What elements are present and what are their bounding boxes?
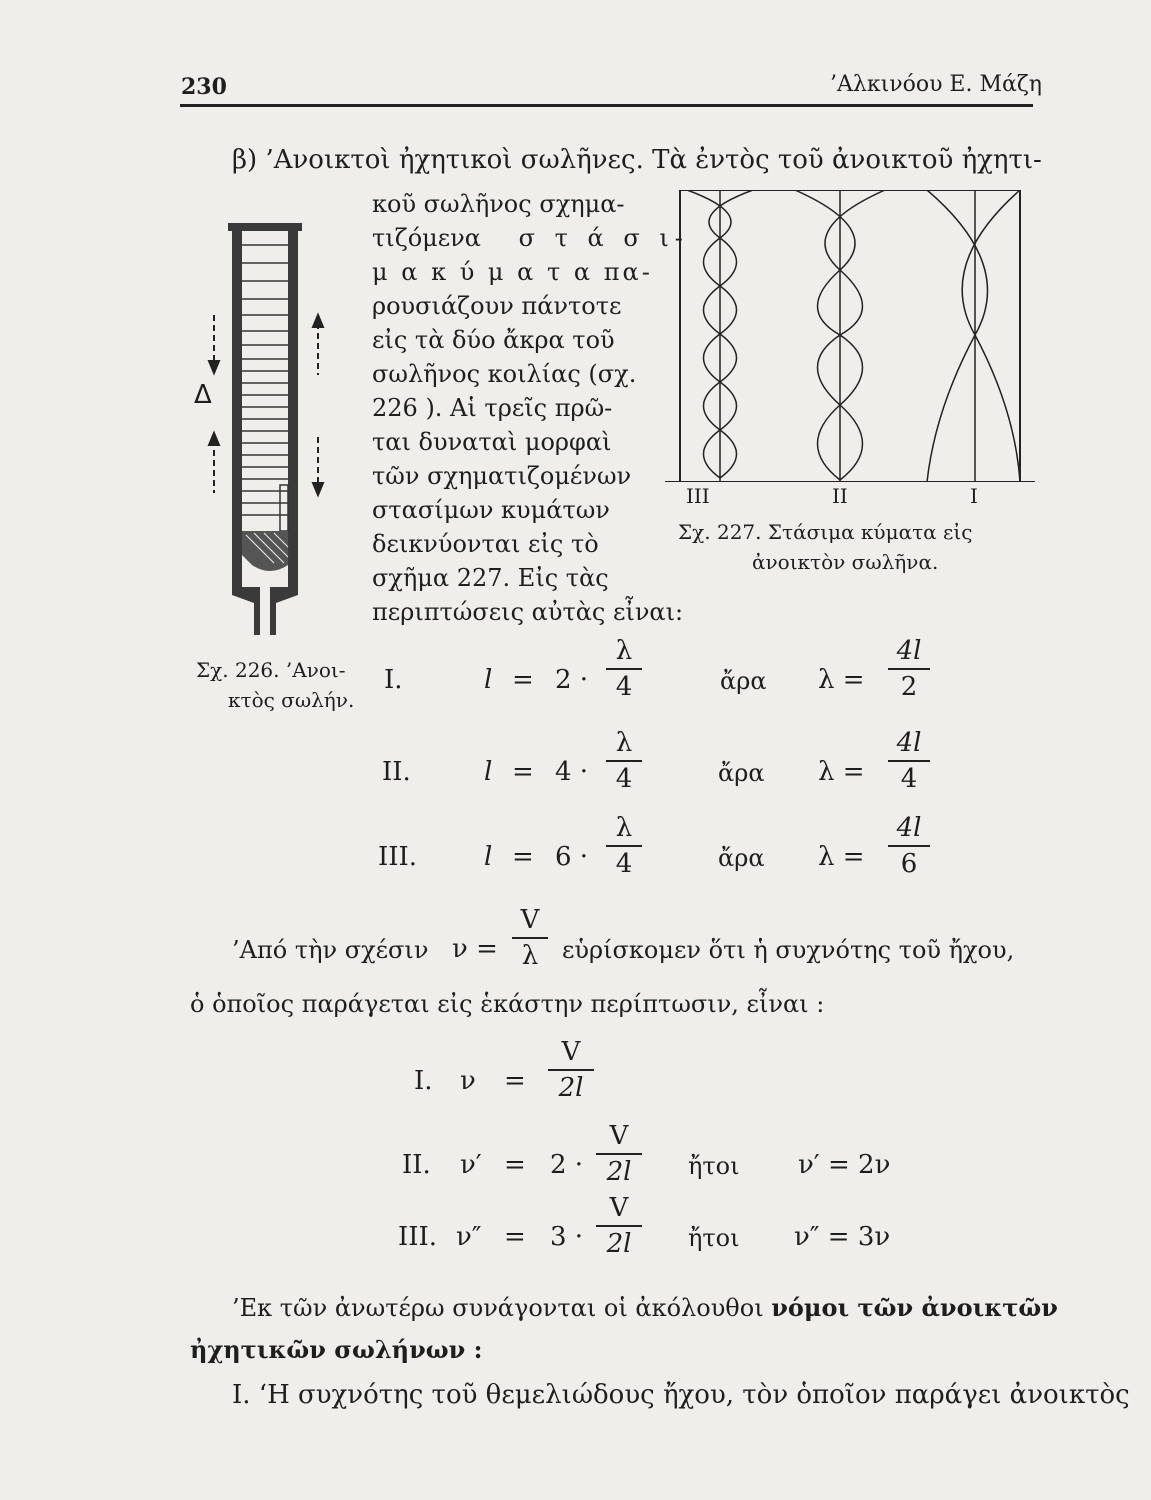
laws-intro: ’Εκ τῶν ἀνωτέρω συνάγονται οἱ ἀκόλουθοι bbox=[232, 1294, 764, 1322]
case-number: III. bbox=[378, 842, 418, 872]
figure-226-delta: Δ bbox=[194, 380, 212, 410]
laws-bold-2: ἠχητικῶν σωλήνων : bbox=[190, 1335, 483, 1364]
narrow-line-11: δεικνύονται εἰς τὸ bbox=[372, 530, 599, 558]
result-3nu: ν″ = 3ν bbox=[794, 1222, 891, 1252]
relation-nu-eq: ν = bbox=[452, 934, 498, 964]
figure-227-label-II: II bbox=[832, 484, 848, 508]
narrow-line-3: μ α κ ύ μ α τ α πα- bbox=[372, 258, 653, 286]
ara-word: ἄρα bbox=[718, 759, 765, 787]
res-num: 4l bbox=[896, 636, 922, 666]
figure-226-pipe bbox=[190, 215, 340, 655]
section-heading: β) ’Ανοικτοὶ ἠχητικοὶ σωλῆνες. bbox=[232, 145, 644, 175]
case-number: III. bbox=[398, 1222, 438, 1252]
laws-bold-1: νόμοι τῶν ἀνοικτῶν bbox=[771, 1293, 1058, 1322]
frac-den: 2l bbox=[558, 1073, 584, 1103]
narrow-line-1: κοῦ σωλῆνος σχημα- bbox=[372, 190, 625, 218]
narrow-line-2 bbox=[372, 224, 689, 252]
result-2nu: ν′ = 2ν bbox=[798, 1150, 891, 1180]
fraction-v-2l bbox=[596, 1121, 642, 1187]
relation-fraction bbox=[512, 905, 548, 971]
narrow-line-9: τῶν σχηματιζομένων bbox=[372, 462, 632, 490]
lhs-l: l bbox=[484, 842, 493, 872]
fraction-result bbox=[888, 813, 930, 879]
figure-227-standing-waves bbox=[665, 190, 1035, 482]
coefficient: 2 · bbox=[555, 665, 589, 695]
fraction-lambda-4 bbox=[606, 636, 642, 702]
narrow-line-4: ρουσιάζουν πάντοτε bbox=[372, 292, 622, 320]
narrow-line-7: 226 ). Αἱ τρεῖς πρῶ- bbox=[372, 394, 613, 422]
frac-den: 4 bbox=[615, 849, 633, 879]
lhs-l: l bbox=[484, 665, 493, 695]
narrow-line-10: στασίμων κυμάτων bbox=[372, 496, 610, 524]
law-1: Ι. ‘Η συχνότης τοῦ θεμελιώδους ἤχου, τὸν ὁποῖον παράγει ἀνοικτὸς bbox=[232, 1380, 1130, 1410]
lambda-equals: λ = bbox=[818, 665, 865, 695]
fraction-result bbox=[888, 636, 930, 702]
frac-num: V bbox=[561, 1037, 581, 1067]
fraction-lambda-4 bbox=[606, 728, 642, 794]
frac-den: 4 bbox=[615, 672, 633, 702]
relation-after: εὑρίσκομεν ὅτι ἡ συχνότης τοῦ ἤχου, bbox=[562, 936, 1015, 964]
lhs-nu: ν bbox=[460, 1066, 476, 1096]
case-number: II. bbox=[402, 1150, 431, 1180]
relation-line-2: ὁ ὁποῖος παράγεται εἰς ἑκάστην περίπτωσιν, εἶναι : bbox=[190, 990, 825, 1018]
lambda-equals: λ = bbox=[818, 757, 865, 787]
spaced-word-stasima: σ τ ά σ ι- bbox=[518, 224, 689, 252]
frac-num: λ bbox=[615, 728, 633, 758]
frac-num: λ bbox=[615, 813, 633, 843]
fraction-v-2l bbox=[548, 1037, 594, 1103]
narrow-line-6: σωλῆνος κοιλίας (σχ. bbox=[372, 360, 637, 388]
res-num: 4l bbox=[896, 813, 922, 843]
frac-den: 2l bbox=[606, 1229, 632, 1259]
frac-den: λ bbox=[521, 941, 539, 971]
frac-num: λ bbox=[615, 636, 633, 666]
res-den: 4 bbox=[900, 764, 918, 794]
lhs-nu-double-prime: ν″ bbox=[456, 1222, 482, 1252]
equals: = bbox=[504, 1222, 526, 1252]
res-den: 2 bbox=[900, 672, 918, 702]
figure-226-caption-1: Σχ. 226. ’Ανοι- bbox=[196, 658, 346, 682]
figure-227-label-III: III bbox=[686, 484, 710, 508]
running-header-author: ’Αλκινόου Ε. Μάζη bbox=[830, 72, 1042, 97]
laws-intro-line bbox=[232, 1293, 1058, 1322]
res-den: 6 bbox=[900, 849, 918, 879]
ara-word: ἄρα bbox=[720, 667, 767, 695]
equals: = bbox=[512, 757, 534, 787]
equals: = bbox=[512, 665, 534, 695]
frac-num: V bbox=[520, 905, 540, 935]
figure-227-caption-2: ἀνοικτὸν σωλῆνα. bbox=[752, 550, 939, 574]
narrow-line-13: περιπτώσεις αὐτὰς εἶναι: bbox=[372, 598, 684, 626]
figure-227-label-I: I bbox=[970, 484, 978, 508]
section-heading-line bbox=[232, 145, 1042, 175]
narrow-line-12: σχῆμα 227. Εἰς τὰς bbox=[372, 564, 609, 592]
ara-word: ἄρα bbox=[718, 844, 765, 872]
etoi-word: ἤτοι bbox=[688, 1152, 740, 1180]
frac-num: V bbox=[609, 1193, 629, 1223]
coefficient: 3 · bbox=[550, 1222, 584, 1252]
lhs-l: l bbox=[484, 757, 493, 787]
header-rule bbox=[180, 104, 1033, 107]
case-number: I. bbox=[384, 665, 403, 695]
figure-227-caption-1: Σχ. 227. Στάσιμα κύματα εἰς bbox=[678, 520, 973, 544]
narrow-line-8: ται δυναταὶ μορφαὶ bbox=[372, 428, 612, 456]
narrow-line-2-word: τιζόμενα bbox=[372, 224, 481, 252]
equals: = bbox=[512, 842, 534, 872]
etoi-word: ἤτοι bbox=[688, 1224, 740, 1252]
coefficient: 4 · bbox=[555, 757, 589, 787]
relation-before: ’Από τὴν σχέσιν bbox=[232, 936, 429, 964]
lhs-nu-prime: ν′ bbox=[460, 1150, 482, 1180]
frac-den: 4 bbox=[615, 764, 633, 794]
coefficient: 2 · bbox=[550, 1150, 584, 1180]
coefficient: 6 · bbox=[555, 842, 589, 872]
narrow-line-5: εἰς τὰ δύο ἄκρα τοῦ bbox=[372, 326, 615, 354]
section-first-line: Τὰ ἐντὸς τοῦ ἀνοικτοῦ ἠχητι- bbox=[652, 145, 1042, 175]
equals: = bbox=[504, 1150, 526, 1180]
fraction-result bbox=[888, 728, 930, 794]
equals: = bbox=[504, 1066, 526, 1096]
fraction-lambda-4 bbox=[606, 813, 642, 879]
res-num: 4l bbox=[896, 728, 922, 758]
fraction-v-2l bbox=[596, 1193, 642, 1259]
case-number: I. bbox=[414, 1066, 433, 1096]
frac-den: 2l bbox=[606, 1157, 632, 1187]
lambda-equals: λ = bbox=[818, 842, 865, 872]
page-number: 230 bbox=[181, 74, 227, 100]
figure-226-caption-2: κτὸς σωλήν. bbox=[228, 688, 355, 712]
case-number: II. bbox=[382, 757, 411, 787]
frac-num: V bbox=[609, 1121, 629, 1151]
